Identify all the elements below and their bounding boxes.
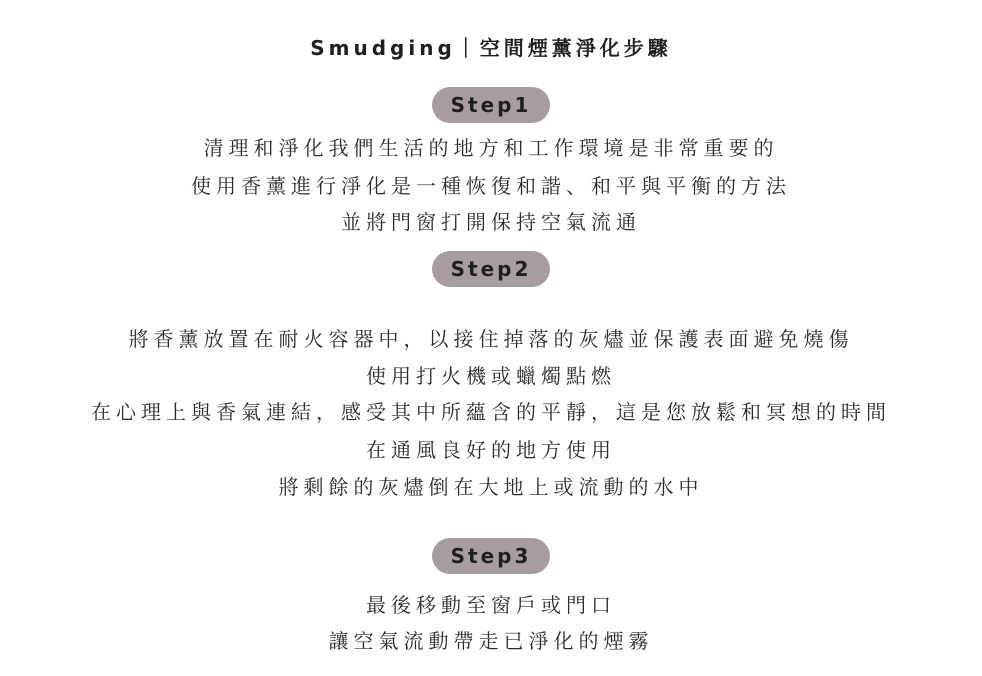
step1-badge: Step1 [432, 87, 550, 123]
step2-line-1: 將香薰放置在耐火容器中，以接住掉落的灰燼並保護表面避免燒傷 [128, 327, 854, 351]
step2-badge: Step2 [432, 251, 550, 287]
page-title: Smudging｜空間煙薰淨化步驟 [310, 36, 672, 60]
step2-line-2: 使用打火機或蠟燭點燃 [366, 364, 616, 388]
step3-badge: Step3 [432, 538, 550, 574]
step3-line-2: 讓空氣流動帶走已淨化的煙霧 [328, 629, 654, 653]
step2-line-3: 在心理上與香氣連結，感受其中所蘊含的平靜，這是您放鬆和冥想的時間 [91, 400, 891, 424]
step3-line-1: 最後移動至窗戶或門口 [366, 593, 616, 617]
step1-line-3: 並將門窗打開保持空氣流通 [341, 210, 641, 234]
step2-line-5: 將剩餘的灰燼倒在大地上或流動的水中 [278, 475, 704, 499]
step1-line-1: 清理和淨化我們生活的地方和工作環境是非常重要的 [203, 136, 779, 160]
step2-line-4: 在通風良好的地方使用 [366, 438, 616, 462]
step1-line-2: 使用香薰進行淨化是一種恢復和諧、和平與平衡的方法 [191, 174, 791, 198]
